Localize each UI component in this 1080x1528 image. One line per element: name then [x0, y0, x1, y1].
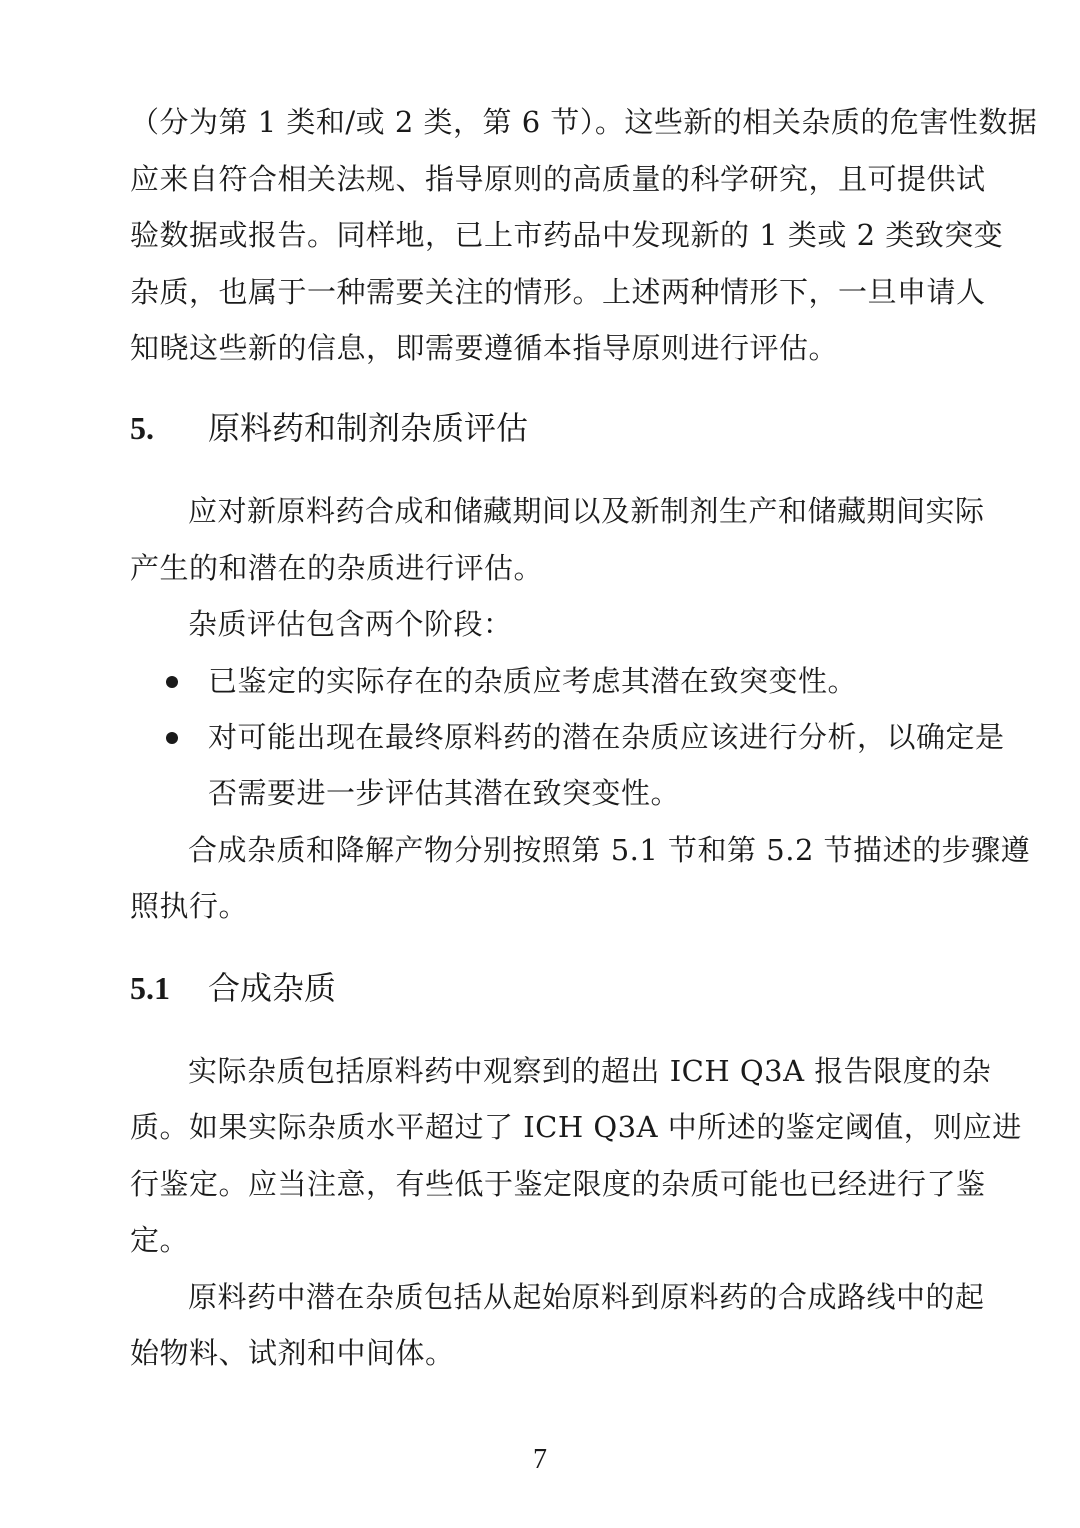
- bullet-item: 已鉴定的实际存在的杂质应考虑其潜在致突变性。: [208, 664, 858, 698]
- paragraph-line: 应来自符合相关法规、指导原则的高质量的科学研究，且可提供试: [130, 162, 986, 196]
- paragraph-line: 照执行。: [130, 889, 249, 923]
- bullet-item-continuation: 否需要进一步评估其潜在致突变性。: [208, 776, 681, 810]
- paragraph-line: 行鉴定。应当注意，有些低于鉴定限度的杂质可能也已经进行了鉴: [130, 1167, 986, 1201]
- section-number: 5.1: [130, 970, 170, 1006]
- paragraph-line: 质。如果实际杂质水平超过了 ICH Q3A 中所述的鉴定阈值，则应进: [130, 1110, 1022, 1144]
- paragraph-line: 始物料、试剂和中间体。: [130, 1336, 455, 1370]
- paragraph-line: 定。: [130, 1223, 190, 1257]
- paragraph-line: 合成杂质和降解产物分别按照第 5.1 节和第 5.2 节描述的步骤遵: [188, 833, 1031, 867]
- paragraph-line: 应对新原料药合成和储藏期间以及新制剂生产和储藏期间实际: [188, 494, 985, 528]
- section-5-heading: [130, 406, 528, 450]
- page-number: 7: [533, 1444, 547, 1475]
- paragraph-line: 验数据或报告。同样地，已上市药品中发现新的 1 类或 2 类致突变: [130, 218, 1004, 252]
- bullet-icon: [166, 676, 178, 688]
- section-5-paragraph-2: 杂质评估包含两个阶段：: [188, 607, 513, 641]
- section-title: 合成杂质: [208, 969, 337, 1007]
- section-number: 5.: [130, 410, 154, 446]
- bullet-item: 对可能出现在最终原料药的潜在杂质应该进行分析，以确定是: [208, 720, 1005, 754]
- paragraph-line: 原料药中潜在杂质包括从起始原料到原料药的合成路线中的起: [188, 1280, 985, 1314]
- paragraph-line: 知晓这些新的信息，即需要遵循本指导原则进行评估。: [130, 331, 839, 365]
- paragraph-line: 杂质，也属于一种需要关注的情形。上述两种情形下，一旦申请人: [130, 275, 986, 309]
- paragraph-line: 实际杂质包括原料药中观察到的超出 ICH Q3A 报告限度的杂: [188, 1054, 992, 1088]
- section-5-1-heading: [130, 966, 336, 1010]
- bullet-icon: [166, 732, 178, 744]
- section-title: 原料药和制剂杂质评估: [208, 409, 529, 447]
- paragraph-line: （分为第 1 类和/或 2 类，第 6 节）。这些新的相关杂质的危害性数据: [130, 105, 1038, 139]
- paragraph-line: 产生的和潜在的杂质进行评估。: [130, 551, 544, 585]
